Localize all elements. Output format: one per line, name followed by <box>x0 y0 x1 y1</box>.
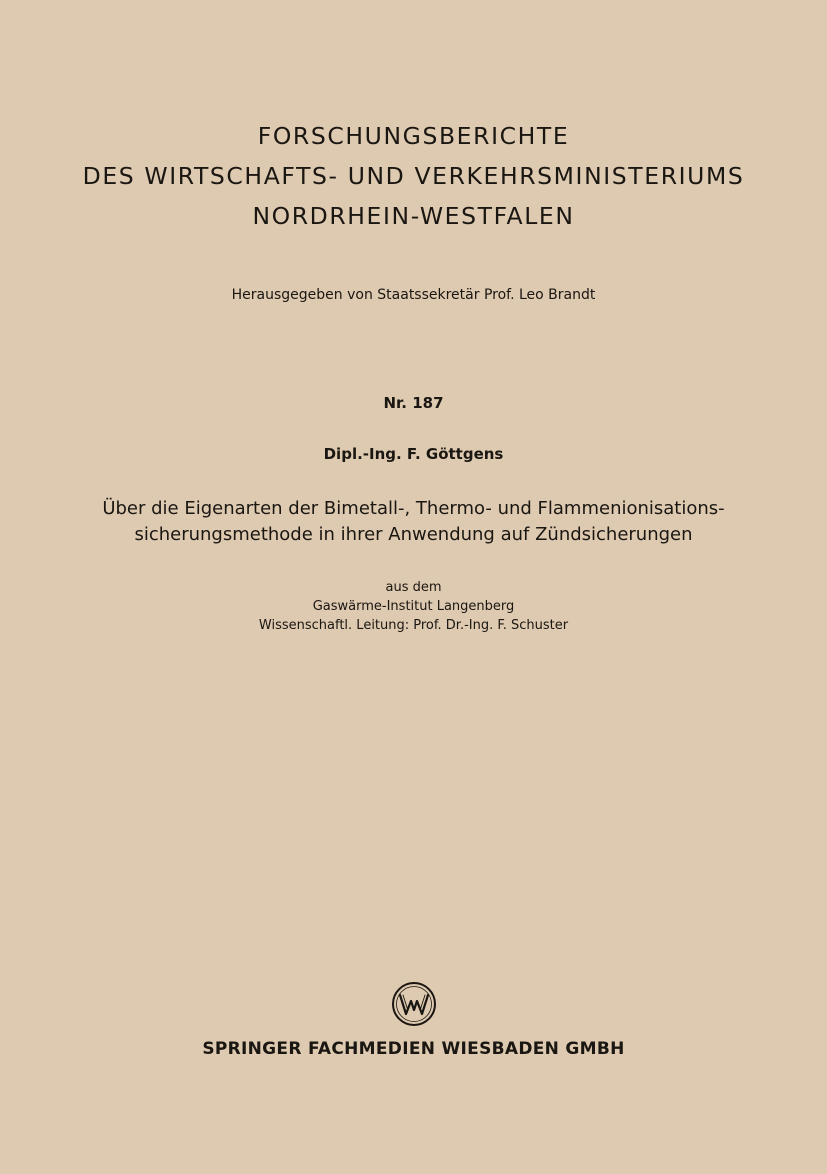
report-title-line-1: Über die Eigenarten der Bimetall-, Thermo- und Flammenionisations- <box>102 498 725 519</box>
editor-line: Herausgegeben von Staatssekretär Prof. Leo Brandt <box>231 287 596 303</box>
series-title-line-3: NORDRHEIN-WESTFALEN <box>252 202 575 230</box>
report-number: Nr. 187 <box>383 394 444 412</box>
report-title-line-2: sicherungsmethode in ihrer Anwendung auf Zündsicherungen <box>134 524 693 545</box>
institute-line-2: Gaswärme-Institut Langenberg <box>312 599 515 614</box>
institute-line-1: aus dem <box>385 580 442 595</box>
report-title <box>0 496 827 548</box>
institute-line-3: Wissenschaftl. Leitung: Prof. Dr.-Ing. F. Schuster <box>258 618 569 633</box>
publisher-imprint: SPRINGER FACHMEDIEN WIESBADEN GMBH <box>202 1039 625 1059</box>
author-name: Dipl.-Ing. F. Göttgens <box>323 445 504 463</box>
springer-w-circle-icon <box>391 981 437 1027</box>
series-title-line-1: FORSCHUNGSBERICHTE <box>257 122 570 150</box>
series-title-line-2: DES WIRTSCHAFTS- UND VERKEHRSMINISTERIUMS <box>82 162 745 190</box>
series-title <box>0 116 827 236</box>
institute-block <box>0 578 827 635</box>
